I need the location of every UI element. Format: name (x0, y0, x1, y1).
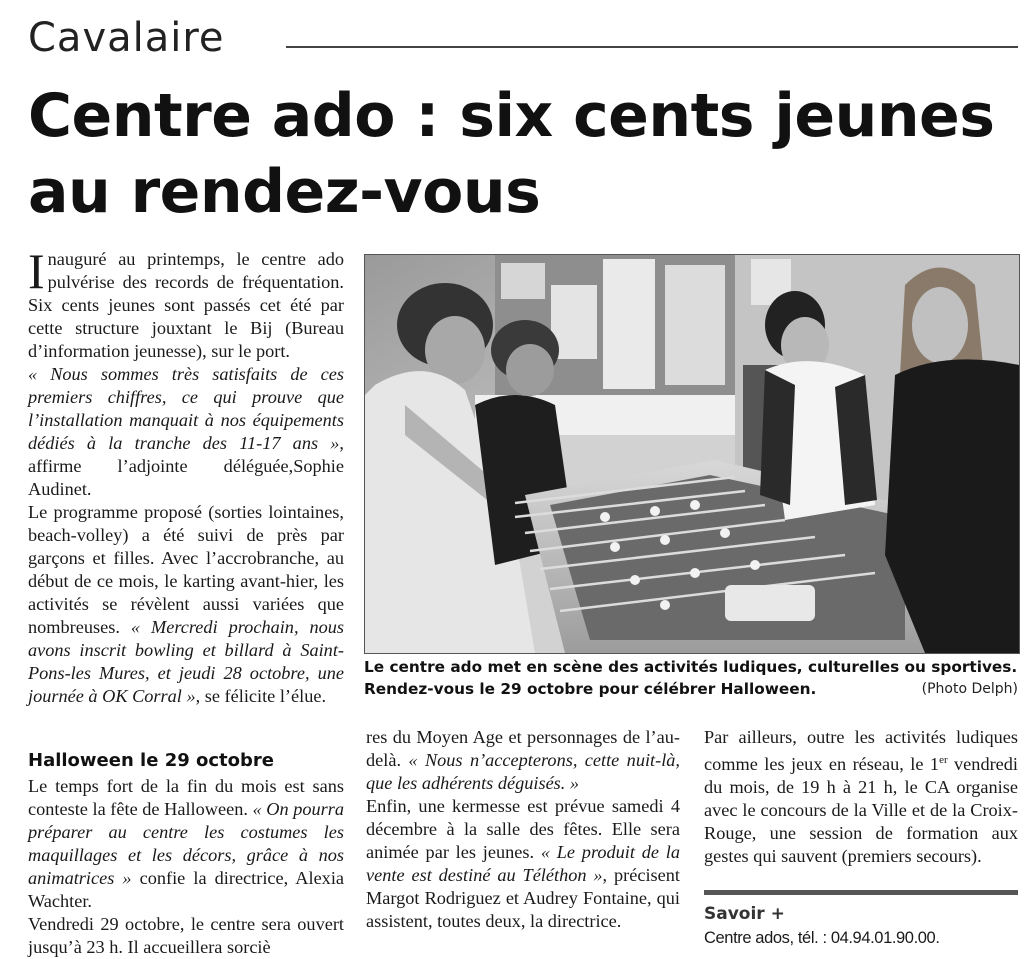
photo-credit: (Photo Delph) (921, 681, 1018, 697)
quote-deguises: « Nous n’accepterons, cette nuit-là, que les adhérents déguisés. » (366, 750, 680, 793)
article-column-3 (704, 726, 1018, 868)
article-column-1 (28, 243, 345, 708)
quote-attribution: , affirme l’adjointe déléguée,Sophie Audinet. (28, 433, 344, 499)
col2-attribution: , précisent Margot Rodriguez et Audrey Fontaine, qui assistent, toutes deux, la directrice. (366, 865, 680, 931)
section-kicker: Cavalaire (28, 15, 225, 61)
headline: Centre ado : six cents jeunes au rendez-vous (28, 81, 995, 227)
photo-foosball (364, 254, 1020, 654)
halloween-section (28, 749, 344, 959)
savoir-rule (704, 890, 1018, 895)
col2-text-2: Enfin, une kermesse est prévue samedi 4 décembre à la salle des fêtes. Elle sera animée par les jeunes. (366, 796, 680, 862)
quote-telethon: « Le produit de la vente est destiné au Téléthon » (366, 842, 680, 885)
intro-text: nauguré au printemps, le centre ado pulvérise des records de fréquentation. Six cents jeunes sont passés cet été par cette structure jouxtant le Bij (Bureau d’information jeunesse), sur le port. (28, 249, 344, 361)
kicker-rule (286, 46, 1018, 48)
quote-audinet: « Nous sommes très satisfaits de ces premiers chiffres, ce qui prouve que l’installation manquait à nos équipements dédiés à la tranche des 11-17 ans » (28, 364, 344, 453)
quote-elue: « Mercredi prochain, nous avons inscrit bowling et billard à Saint-Pons-les Mures, et jeudi 28 octobre, une journée à OK Corral » (28, 617, 345, 706)
savoir-title: Savoir + (704, 904, 785, 924)
photo-caption: Le centre ado met en scène des activités ludiques, culturelles ou sportives. Rendez-vous le 29 octobre pour célébrer Halloween. (364, 658, 1018, 698)
directrice-attribution: confie la directrice, Alexia Wachter. (28, 868, 345, 911)
quote-paragraph (28, 363, 344, 501)
program-text: Le programme proposé (sorties lointaines, beach-volley) a été suivi de près par garçons et filles. Avec l’accrobranche, au début de ce mois, le karting avant-hier, les activités se révèlent aussi variées que nombreuses. (28, 502, 344, 637)
ordinal-sup: er (939, 754, 948, 766)
quote-directrice: « On pourra préparer au centre les costumes les maquillages et les décors, grâce à nos animatrices » (28, 799, 344, 888)
col3-paragraph (704, 726, 1018, 868)
col2-paragraph-2 (366, 795, 680, 933)
col3-text-2: vendredi du mois, de 19 h à 21 h, le CA organise avec le concours de la Ville et de la Croix-Rouge, une session de formation aux gestes qui sauvent (premiers secours). (704, 754, 1019, 867)
intro-paragraph (28, 243, 344, 363)
halloween-text: Le temps fort de la fin du mois est sans conteste la fête de Halloween. (28, 776, 344, 819)
drop-cap: I (28, 243, 45, 299)
col2-paragraph-1 (366, 726, 680, 795)
quote-elue-attribution: , se félicite l’élue. (195, 686, 327, 706)
photo-illustration (365, 255, 1019, 653)
col2-text-1: res du Moyen Age et personnages de l’au-delà. (366, 727, 680, 770)
subhead-halloween: Halloween le 29 octobre (28, 750, 274, 771)
halloween-paragraph (28, 775, 344, 913)
savoir-contact: Centre ados, tél. : 04.94.01.90.00. (704, 929, 940, 947)
program-paragraph (28, 501, 344, 708)
article-column-2 (366, 726, 680, 933)
vendredi-paragraph: Vendredi 29 octobre, le centre sera ouvert jusqu’à 23 h. Il accueillera sorciè (28, 914, 344, 957)
col3-text-1: Par ailleurs, outre les activités ludiques comme les jeux en réseau, le 1 (704, 727, 1018, 775)
